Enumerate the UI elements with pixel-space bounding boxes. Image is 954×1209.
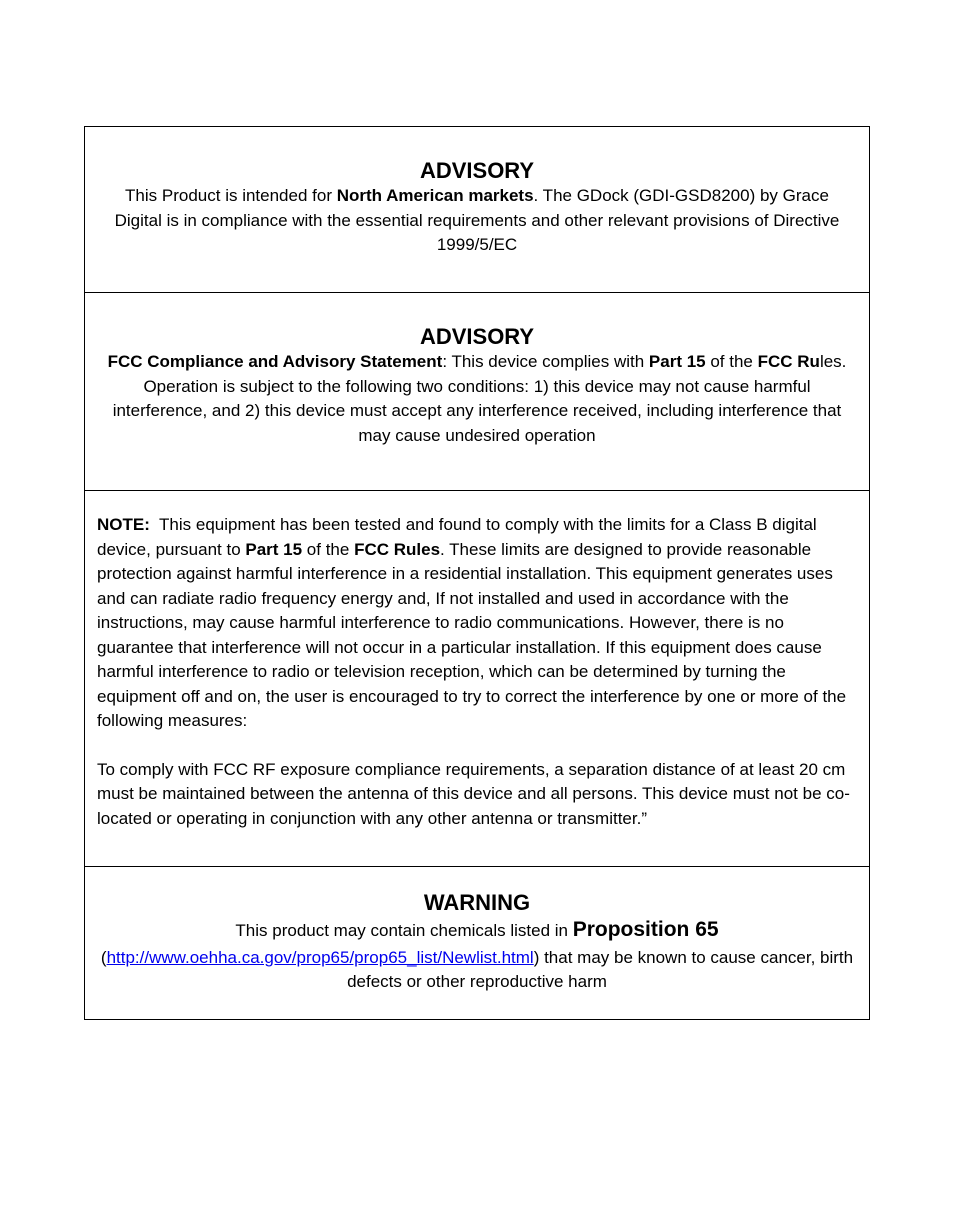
- advisory-section-2: [85, 293, 869, 491]
- advisory-heading-2: ADVISORY: [419, 324, 535, 349]
- warning-text-part: (: [100, 947, 107, 967]
- warning-line-2: [95, 946, 859, 995]
- note-text-part: of the: [302, 539, 355, 559]
- advisory2-text-part: : This device complies with: [442, 352, 649, 371]
- notice-panel: [84, 126, 870, 1020]
- warning-line-1: [95, 918, 859, 944]
- proposition-65-label: Proposition 65: [572, 918, 719, 941]
- fcc-rules-label: FCC Ru: [757, 352, 820, 371]
- advisory-text-1: [85, 184, 869, 258]
- advisory1-text-part: . The GDock (GDI-GSD8200) by Grace Digital is in compliance with the essential requirements and other relevant provisions of Directive 1999/5/EC: [114, 186, 840, 254]
- note-text-part: This equipment has been tested and found to comply with the limits for a Class B digital device, pursuant to: [97, 515, 822, 559]
- warning-text-part: This product may contain chemicals listed in: [235, 921, 573, 940]
- advisory-section-1: [85, 127, 869, 293]
- advisory2-text-part: les. Operation is subject to the following two conditions: 1) this device may not cause harmful interference, and 2) this device must accept any interference received, including interference that may cause undesired operation: [112, 352, 847, 445]
- part-15-label: Part 15: [245, 539, 303, 559]
- warning-text: [85, 916, 869, 995]
- note-text-part: . These limits are designed to provide reasonable protection against harmful interference in a residential installation. This equipment generates uses and can radiate radio frequency energy and, If not installed and used in accordance with the instructions, may cause harmful interference to radio communications. However, there is no guarantee that interference will not occur in a particular installation. If this equipment does cause harmful interference to radio or television reception, which can be determined by turning the equipment off and on, the user is encouraged to try to correct the interference by one or more of the following measures:: [97, 539, 847, 730]
- note-label: NOTE:: [97, 515, 150, 534]
- advisory-heading-1: ADVISORY: [419, 158, 535, 183]
- note-section: [85, 491, 869, 867]
- fcc-rules-label: FCC Rules: [354, 539, 441, 559]
- advisory2-text-part: of the: [705, 352, 758, 371]
- note-paragraph: [85, 513, 869, 734]
- warning-heading: WARNING: [423, 890, 531, 915]
- prop65-list-link[interactable]: http://www.oehha.ca.gov/prop65/prop65_list/Newlist.html: [106, 947, 534, 967]
- warning-section: [85, 867, 869, 1019]
- warning-text-part: ) that may be known to cause cancer, birth defects or other reproductive harm: [347, 947, 854, 991]
- advisory-text-2: [85, 350, 869, 448]
- rf-exposure-paragraph: To comply with FCC RF exposure compliance requirements, a separation distance of at least 20 cm must be maintained between the antenna of this device and all persons. This device must not be co-located or operating in conjunction with any other antenna or transmitter.”: [97, 759, 850, 828]
- fcc-compliance-label: FCC Compliance and Advisory Statement: [107, 352, 443, 371]
- part-15-label: Part 15: [648, 352, 706, 371]
- advisory1-text-part: This Product is intended for: [125, 186, 337, 205]
- north-american-markets: North American markets: [336, 186, 534, 205]
